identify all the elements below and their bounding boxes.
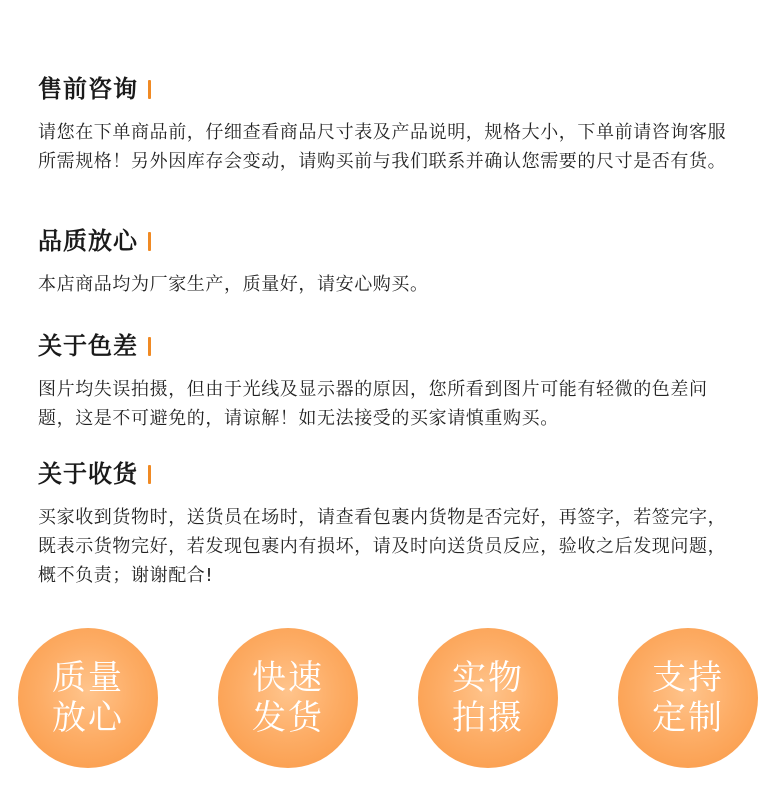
section-title-text: 品质放心	[38, 227, 138, 255]
section-body: 图片均失误拍摄，但由于光线及显示器的原因，您所看到图片可能有轻微的色差问题，这是不可避免的，请谅解！如无法接受的买家请慎重购买。	[38, 379, 708, 429]
section-body: 买家收到货物时，送货员在场时，请查看包裹内货物是否完好，再签字，若签完字，既表示货物完好，若发现包裹内有损坏，请及时向送货员反应，验收之后发现问题，概不负责；谢谢配合!	[38, 507, 727, 586]
section-title	[38, 74, 743, 104]
section-body: 本店商品均为厂家生产，质量好，请安心购买。	[38, 274, 429, 295]
badge-line-1: 实物	[452, 658, 524, 698]
feature-badges	[0, 628, 775, 778]
section-presale-consult	[38, 74, 743, 176]
badge-line-1: 质量	[52, 658, 124, 698]
section-body: 请您在下单商品前，仔细查看商品尺寸表及产品说明，规格大小，下单前请咨询客服所需规格！另外因库存会变动，请购买前与我们联系并确认您需要的尺寸是否有货。	[38, 122, 727, 172]
accent-bar	[148, 232, 151, 251]
accent-bar	[148, 337, 151, 356]
section-title	[38, 226, 743, 256]
section-title	[38, 331, 743, 361]
accent-bar	[148, 465, 151, 484]
badge-line-2: 发货	[252, 698, 324, 738]
section-title	[38, 459, 743, 489]
badge-custom	[618, 628, 758, 768]
badge-line-2: 拍摄	[452, 698, 524, 738]
badge-fast-shipping	[218, 628, 358, 768]
badge-line-1: 快速	[252, 658, 324, 698]
badge-real-photos	[418, 628, 558, 768]
section-quality-assurance	[38, 226, 743, 299]
section-title-text: 关于色差	[38, 332, 138, 360]
section-title-text: 售前咨询	[38, 75, 138, 103]
section-receiving-goods	[38, 459, 743, 590]
section-title-text: 关于收货	[38, 460, 138, 488]
badge-line-2: 放心	[52, 698, 124, 738]
badge-line-1: 支持	[652, 658, 724, 698]
section-color-difference	[38, 331, 743, 433]
accent-bar	[148, 80, 151, 99]
badge-line-2: 定制	[652, 698, 724, 738]
badge-quality	[18, 628, 158, 768]
